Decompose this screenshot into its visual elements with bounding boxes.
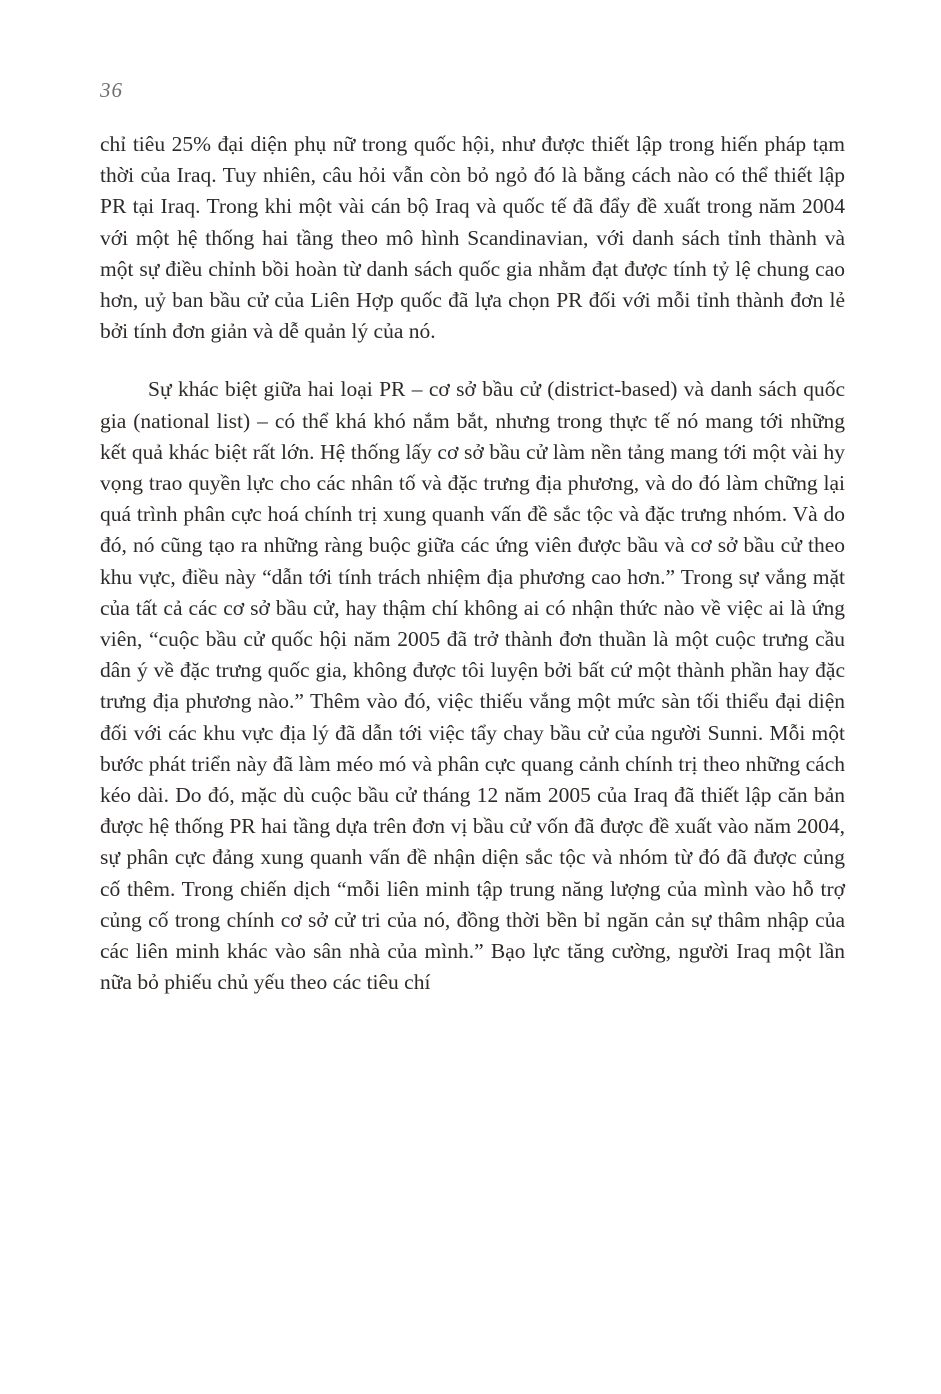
- page-number: 36: [100, 78, 123, 102]
- body-text: [100, 129, 845, 998]
- paragraph: chỉ tiêu 25% đại diện phụ nữ trong quốc hội, như được thiết lập trong hiến pháp tạm thời của Iraq. Tuy nhiên, câu hỏi vẫn còn bỏ ngỏ đó là bằng cách nào có thể thiết lập PR tại Iraq. Trong khi một vài cán bộ Iraq và quốc tế đã đẩy đề xuất trong năm 2004 với một hệ thống hai tầng theo mô hình Scandinavian, với danh sách tỉnh thành và một sự điều chỉnh bồi hoàn từ danh sách quốc gia nhằm đạt được tính tỷ lệ chung cao hơn, uỷ ban bầu cử của Liên Hợp quốc đã lựa chọn PR đối với mỗi tỉnh thành đơn lẻ bởi tính đơn giản và dễ quản lý của nó.: [100, 132, 845, 344]
- paragraph: Sự khác biệt giữa hai loại PR – cơ sở bầu cử (district-based) và danh sách quốc gia (national list) – có thể khá khó nắm bắt, nhưng trong thực tế nó mang tới những kết quả khác biệt rất lớn. Hệ thống lấy cơ sở bầu cử làm nền tảng mang tới một vài hy vọng trao quyền lực cho các nhân tố và đặc trưng địa phương, và do đó làm chững lại quá trình phân cực hoá chính trị xung quanh vấn đề sắc tộc và đặc trưng nhóm. Và do đó, nó cũng tạo ra những ràng buộc giữa các ứng viên được bầu và cơ sở bầu cử theo khu vực, điều này “dẫn tới tính trách nhiệm địa phương cao hơn.” Trong sự vắng mặt của tất cả các cơ sở bầu cử, hay thậm chí không ai có nhận thức nào về việc ai là ứng viên, “cuộc bầu cử quốc hội năm 2005 đã trở thành đơn thuần là một cuộc trưng cầu dân ý về đặc trưng quốc gia, không được tôi luyện bởi bất cứ một thành phần hay đặc trưng địa phương nào.” Thêm vào đó, việc thiếu vắng một mức sàn tối thiểu đại diện đối với các khu vực địa lý đã dẫn tới việc tẩy chay bầu cử của người Sunni. Mỗi một bước phát triển này đã làm méo mó và phân cực quang cảnh chính trị theo những cách kéo dài. Do đó, mặc dù cuộc bầu cử tháng 12 năm 2005 của Iraq đã thiết lập căn bản được hệ thống PR hai tầng dựa trên đơn vị bầu cử vốn đã được đề xuất vào năm 2004, sự phân cực đảng xung quanh vấn đề nhận diện sắc tộc và nhóm từ đó đã được củng cố thêm. Trong chiến dịch “mỗi liên minh tập trung năng lượng của mình vào hỗ trợ củng cố trong chính cơ sở cử tri của nó, đồng thời bền bỉ ngăn cản sự thâm nhập của các liên minh khác vào sân nhà của mình.” Bạo lực tăng cường, người Iraq một lần nữa bỏ phiếu chủ yếu theo các tiêu chí: [100, 377, 845, 995]
